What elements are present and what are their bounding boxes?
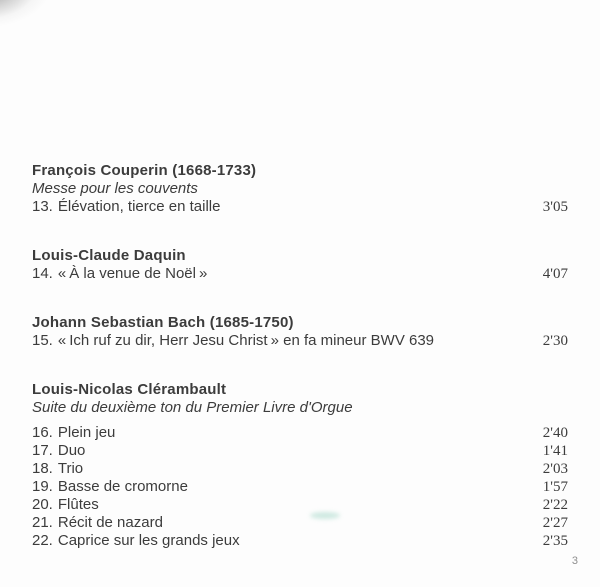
track-duration: 3'05 <box>542 199 568 215</box>
track-title: Élévation, tierce en taille <box>57 198 221 215</box>
track-row <box>32 198 568 216</box>
track-row <box>32 478 568 496</box>
section-couperin <box>32 162 568 216</box>
track-number: 19. <box>32 478 53 495</box>
track-title: Caprice sur les grands jeux <box>57 532 240 549</box>
track-number: 17. <box>32 442 53 459</box>
composer-name: Louis-Nicolas Clérambault <box>32 381 227 398</box>
track-title: Duo <box>57 442 86 459</box>
track-title: Récit de nazard <box>57 514 163 531</box>
track-number: 22. <box>32 532 53 549</box>
section-clerambault <box>32 381 568 550</box>
track-duration: 2'22 <box>542 497 568 513</box>
track-duration: 2'27 <box>542 515 568 531</box>
track-title: Trio <box>57 460 84 477</box>
track-number: 13. <box>32 198 53 215</box>
page-number: 3 <box>571 555 578 567</box>
tracklist <box>32 162 568 550</box>
track-row <box>32 460 568 478</box>
track-number: 20. <box>32 496 53 513</box>
track-row <box>32 514 568 532</box>
track-row <box>32 532 568 550</box>
track-number: 14. <box>32 265 53 282</box>
track-number: 18. <box>32 460 53 477</box>
section-daquin <box>32 247 568 283</box>
track-list <box>32 424 568 550</box>
track-number: 15. <box>32 332 53 349</box>
track-title: « Ich ruf zu dir, Herr Jesu Christ » en fa mineur BWV 639 <box>57 332 435 349</box>
track-duration: 4'07 <box>542 266 568 282</box>
section-bach <box>32 314 568 350</box>
track-duration: 1'41 <box>542 443 568 459</box>
track-row <box>32 442 568 460</box>
composer-name: Louis-Claude Daquin <box>32 247 186 264</box>
track-row <box>32 332 568 350</box>
track-title: Plein jeu <box>57 424 116 441</box>
track-title: « À la venue de Noël » <box>57 265 208 282</box>
track-title: Basse de cromorne <box>57 478 188 495</box>
track-duration: 2'35 <box>542 533 568 549</box>
track-row <box>32 424 568 442</box>
track-row <box>32 265 568 283</box>
track-duration: 2'40 <box>542 425 568 441</box>
track-title: Flûtes <box>57 496 99 513</box>
track-duration: 2'03 <box>542 461 568 477</box>
work-title: Messe pour les couvents <box>32 180 198 197</box>
track-duration: 2'30 <box>542 333 568 349</box>
composer-name: Johann Sebastian Bach (1685-1750) <box>32 314 294 331</box>
track-number: 16. <box>32 424 53 441</box>
work-title: Suite du deuxième ton du Premier Livre d'Orgue <box>32 399 353 416</box>
track-row <box>32 496 568 514</box>
composer-name: François Couperin (1668-1733) <box>32 162 257 179</box>
track-number: 21. <box>32 514 53 531</box>
photo-corner-artifact <box>0 0 84 62</box>
track-duration: 1'57 <box>542 479 568 495</box>
